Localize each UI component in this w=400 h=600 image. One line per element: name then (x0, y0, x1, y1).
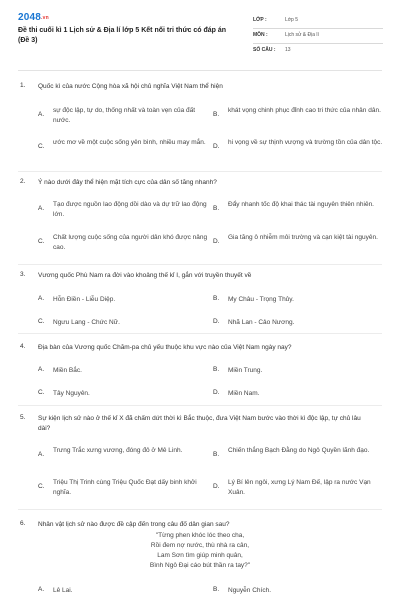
question-separator (18, 171, 382, 172)
meta-value: 13 (285, 47, 291, 53)
header-divider (18, 70, 382, 71)
question-number: 3. (20, 271, 26, 278)
option-text: Ngưu Lang - Chức Nữ. (53, 319, 120, 326)
poem-line: Lam Sơn tìm giúp minh quân, (157, 552, 243, 559)
question-separator (18, 405, 382, 406)
option-letter: B. (213, 451, 220, 458)
option-letter: C. (38, 318, 45, 325)
meta-label: SỐ CÂU : (253, 47, 276, 53)
question-text: Ý nào dưới đây thể hiện mặt tích cực của dân số tăng nhanh? (38, 179, 217, 186)
question-separator (18, 509, 382, 510)
option-text: Miền Bắc. (53, 367, 82, 374)
option-letter: D. (213, 238, 220, 245)
poem-line: Rồi đem nợ nước, thù nhà ra cân, (150, 542, 250, 549)
option-text: Trưng Trắc xưng vương, đóng đô ở Mê Linh. (53, 447, 183, 454)
option-text: Tây Nguyên. (53, 390, 90, 397)
meta-value: Lịch sử & Địa lí (285, 32, 319, 38)
question-number: 6. (20, 520, 26, 527)
question-text: Quốc kì của nước Cộng hòa xã hội chủ nghĩa Việt Nam thể hiện (38, 83, 223, 90)
question-number: 2. (20, 178, 26, 185)
option-text: Miền Trung. (228, 367, 263, 374)
option-text: hi vọng về sự thịnh vượng và trường tồn của dân tộc. (228, 139, 383, 146)
meta-row-grade (253, 14, 383, 29)
option-letter: B. (213, 366, 220, 373)
option-letter: A. (38, 205, 45, 212)
question-text: Sự kiện lịch sử nào ở thế kỉ X đã chấm dứt thời kì Bắc thuộc, đưa Việt Nam bước vào thời kì độc lập, tự chủ lâu dài? (38, 415, 361, 432)
option-letter: B. (213, 586, 220, 593)
exam-meta (253, 14, 383, 59)
folk-riddle-poem (18, 531, 382, 571)
option-text: sự độc lập, tự do, thống nhất và toàn vẹn của đất nước. (53, 107, 196, 124)
option-text: My Châu - Trọng Thủy. (228, 296, 294, 303)
option-letter: D. (213, 143, 220, 150)
option-letter: B. (213, 111, 220, 118)
meta-row-subject (253, 29, 383, 44)
option-letter: C. (38, 238, 45, 245)
option-letter: C. (38, 143, 45, 150)
meta-label: MÔN : (253, 32, 268, 38)
question-number: 4. (20, 343, 26, 350)
question-number: 1. (20, 82, 26, 89)
option-text: ước mơ về một cuộc sống yên bình, nhiều may mắn. (53, 139, 206, 146)
question-text: Nhân vật lịch sử nào được đề cập đến trong câu đố dân gian sau? (38, 521, 230, 528)
meta-value: Lớp 5 (285, 17, 299, 23)
poem-line: Bình Ngô Đại cáo bút thần ra tay?" (149, 562, 251, 569)
option-text: khát vọng chinh phục đỉnh cao tri thức của nhân dân. (228, 107, 381, 114)
page-header (0, 0, 400, 62)
option-text: Nguyễn Chích. (228, 587, 271, 594)
option-letter: A. (38, 451, 45, 458)
option-text: Đẩy nhanh tốc độ khai thác tài nguyên thiên nhiên. (228, 201, 374, 208)
option-letter: B. (213, 205, 220, 212)
question-separator (18, 333, 382, 334)
option-letter: A. (38, 295, 45, 302)
option-text: Triệu Thị Trinh cùng Triệu Quốc Đạt dấy binh khởi nghĩa. (53, 479, 197, 496)
option-letter: B. (213, 295, 220, 302)
question-number: 5. (20, 414, 26, 421)
option-text: Tạo được nguồn lao động dồi dào và dự trữ lao động lớn. (53, 201, 207, 218)
option-letter: A. (38, 366, 45, 373)
meta-label: LỚP : (253, 17, 267, 23)
poem-line: "Từng phen khóc lóc theo cha, (155, 532, 245, 539)
option-text: Chiến thắng Bạch Đằng do Ngô Quyền lãnh đạo. (228, 447, 370, 454)
option-text: Hỗn Điền - Liễu Diệp. (53, 296, 116, 303)
option-letter: A. (38, 586, 45, 593)
site-logo[interactable]: 2048.vn (18, 12, 49, 23)
meta-row-count (253, 44, 383, 59)
question-text: Địa bàn của Vương quốc Chăm-pa chủ yếu thuộc khu vực nào của Việt Nam ngày nay? (38, 344, 292, 351)
option-text: Lê Lai. (53, 587, 73, 594)
question-separator (18, 264, 382, 265)
option-letter: C. (38, 389, 45, 396)
question-text: Vương quốc Phù Nam ra đời vào khoảng thế kỉ I, gắn với truyền thuyết về (38, 272, 252, 279)
document-title: Đề thi cuối kì 1 Lịch sử & Địa lí lớp 5 Kết nối tri thức có đáp án (Đề 3) (18, 27, 227, 44)
option-letter: D. (213, 318, 220, 325)
option-text: Chất lượng cuộc sống của người dân khó được nâng cao. (53, 234, 208, 251)
option-letter: A. (38, 111, 45, 118)
option-letter: C. (38, 483, 45, 490)
option-text: Gia tăng ô nhiễm môi trường và cạn kiệt tài nguyên. (228, 234, 378, 241)
option-letter: D. (213, 389, 220, 396)
option-text: Nhã Lan - Cảo Nương. (228, 319, 295, 326)
option-text: Miền Nam. (228, 390, 260, 397)
option-letter: D. (213, 483, 220, 490)
option-text: Lý Bí lên ngôi, xưng Lý Nam Đế, lập ra nước Vạn Xuân. (228, 479, 371, 496)
